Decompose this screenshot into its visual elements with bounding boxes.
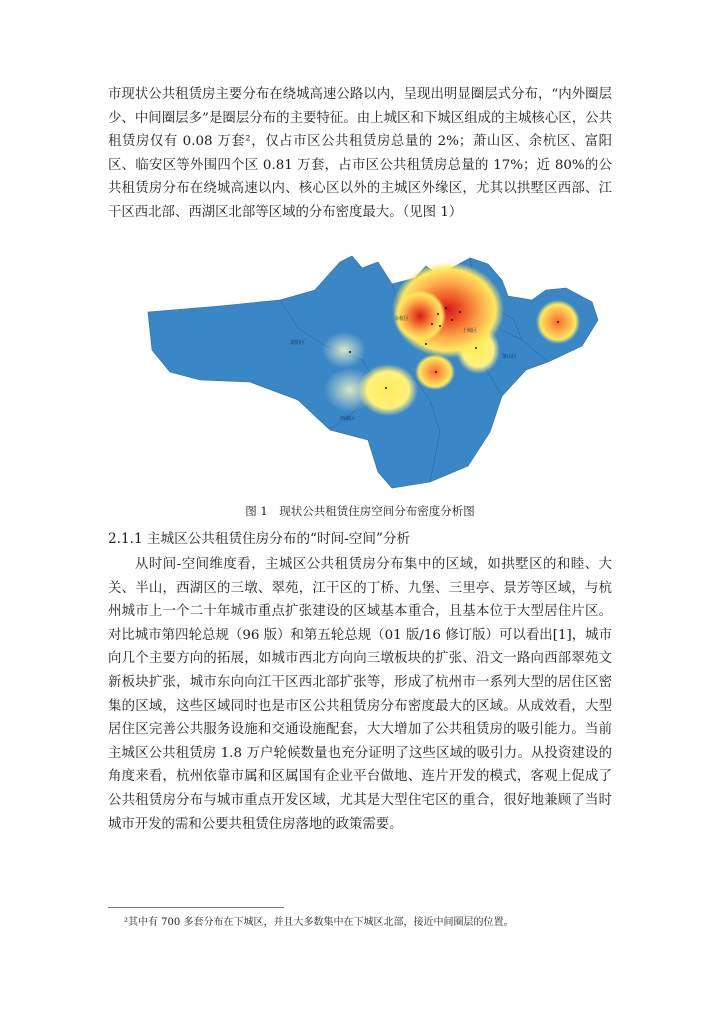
footnote-divider — [108, 907, 284, 908]
density-map-figure — [130, 250, 600, 490]
body-paragraph-1: 市现状公共租赁房主要分布在绕城高速公路以内，呈现出明显圈层式分布，“内外圈层少、中间圈层多”是圈层分布的主要特征。由上城区和下城区组成的主城核心区，公共租赁房仅有 0.08 万套²，仅占市区公共租赁房总量的 2%；萧山区、余杭区、富阳区、临安区等外围四个区 0.81 万套，占市区公共租赁房总量的 17%；近 80%的公共租赁房分布在绕城高速以内、核心区以外的主城区外缘区，尤其以拱墅区西部、江干区西北部、西湖区北部等区域的分布密度最大。（见图 1） — [108, 87, 612, 220]
figure-caption: 图 1 现状公共租赁住房空间分布密度分析图 — [245, 504, 475, 518]
label-xihu: 西湖区 — [340, 416, 356, 422]
body-paragraph-2: 从时间-空间维度看，主城区公共租赁房分布集中的区域，如拱墅区的和睦、大关、半山，西湖区的三墩、翠苑，江干区的丁桥、九堡、三里亭、景芳等区域，与杭州城市上一个二十年城市重点扩张建设的区域基本重合，且基本位于大型居住片区。对比城市第四轮总规（96 版）和第五轮总规（01 版/16 修订版）可以看出[1]，城市向几个主要方向的拓展，如城市西北方向向三墩板块的扩张、沿文一路向西部翠苑文新板块扩张，城市东向向江干区西北部扩张等，形成了杭州市一系列大型的居住区密集的区域，这些区域同时也是市区公共租赁房分布密度最大的区域。从成效看，大型居住区完善公共服务设施和交通设施配套，大大增加了公共租赁房的吸引能力。当前主城区公共租赁房 1.8 万户轮候数量也充分证明了这些区域的吸引力。从投资建设的角度来看，杭州依靠市属和区属国有企业平台做地、连片开发的模式，客观上促成了公共租赁房分布与城市重点开发区域，尤其是大型住宅区的重合，很好地兼顾了当时城市开发的需和公要共租赁住房落地的政策需要。 — [108, 557, 612, 832]
label-yuhang: 余杭区 — [394, 316, 410, 322]
section-heading: 2.1.1 主城区公共租赁住房分布的“时间-空间”分析 — [108, 531, 411, 547]
label-shangcheng: 上城区 — [462, 328, 478, 334]
label-fuyang: 富阳区 — [290, 340, 306, 346]
label-xiaoshan: 萧山区 — [502, 354, 518, 360]
footnote: ²其中有 700 多套分布在下城区，并且大多数集中在下城区北部，接近中间圈层的位置。 — [124, 917, 514, 928]
